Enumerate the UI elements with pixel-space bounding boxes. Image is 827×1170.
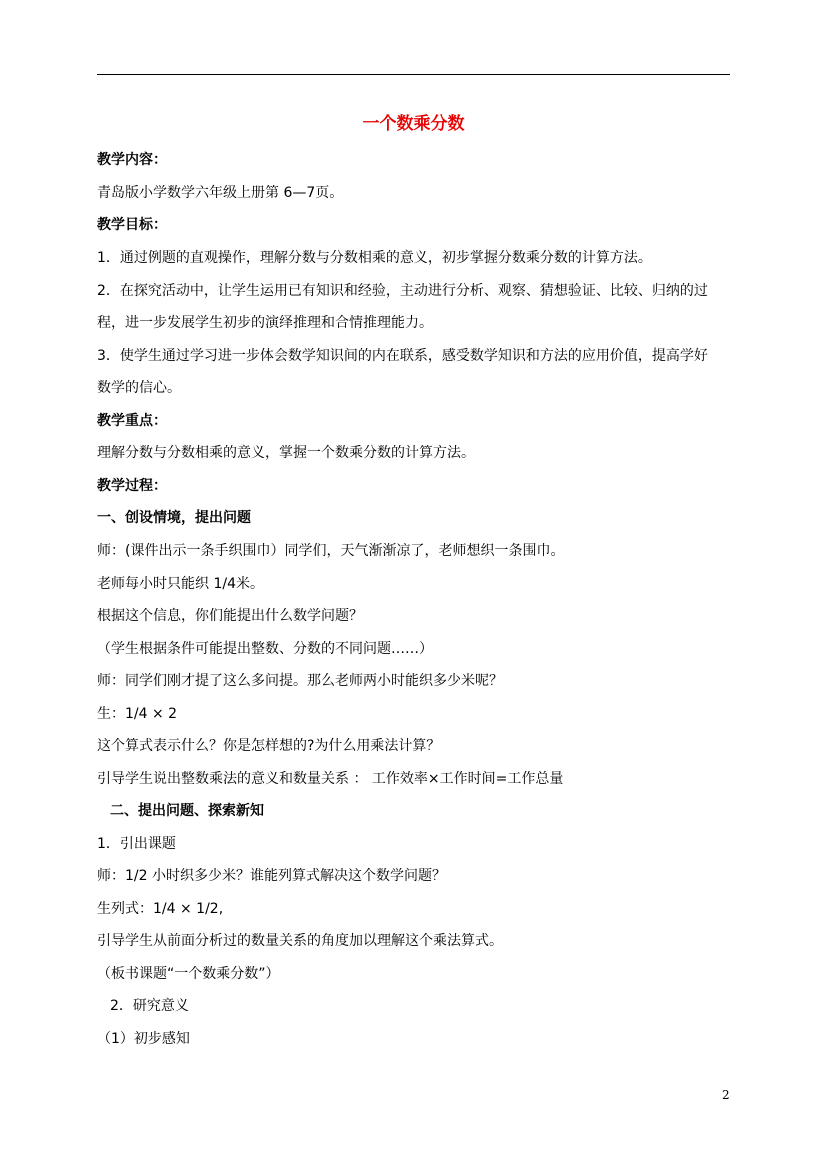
section-heading-2: 二、提出问题、探索新知 xyxy=(110,803,264,819)
paragraph: 生列式：1/4 × 1/2, xyxy=(97,901,224,917)
section-heading-1: 一、创设情境，提出问题 xyxy=(97,510,251,526)
paragraph: 理解分数与分数相乘的意义，掌握一个数乘分数的计算方法。 xyxy=(97,445,475,461)
heading-objectives: 教学目标： xyxy=(97,217,167,233)
paragraph: 老师每小时只能织 1/4米。 xyxy=(97,576,264,592)
paragraph: 师：1/2 小时织多少米？谁能列算式解决这个数学问题？ xyxy=(97,868,446,884)
header-rule xyxy=(97,74,730,75)
paragraph: 生：1/4 × 2 xyxy=(97,706,178,722)
paragraph: 1．引出课题 xyxy=(97,836,176,852)
paragraph: 1．通过例题的直观操作，理解分数与分数相乘的意义，初步掌握分数乘分数的计算方法。 xyxy=(97,250,652,266)
paragraph: 师：(课件出示一条手织围巾）同学们，天气渐渐凉了，老师想织一条围巾。 xyxy=(97,543,565,559)
paragraph: 青岛版小学数学六年级上册第 6—7页。 xyxy=(97,185,344,201)
page-title: 一个数乘分数 xyxy=(362,114,465,134)
paragraph: 程，进一步发展学生初步的演绎推理和合情推理能力。 xyxy=(97,315,433,331)
paragraph: 2．研究意义 xyxy=(110,998,189,1014)
paragraph: 师：同学们刚才提了这么多问提。那么老师两小时能织多少米呢？ xyxy=(97,673,503,689)
paragraph: 引导学生从前面分析过的数量关系的角度加以理解这个乘法算式。 xyxy=(97,933,503,949)
heading-keypoints: 教学重点： xyxy=(97,413,167,429)
paragraph: 数学的信心。 xyxy=(97,380,181,396)
paragraph: 这个算式表示什么？你是怎样想的?为什么用乘法计算？ xyxy=(97,738,441,754)
paragraph: 根据这个信息，你们能提出什么数学问题？ xyxy=(97,608,363,624)
paragraph: 引导学生说出整数乘法的意义和数量关系 ： 工作效率×工作时间=工作总量 xyxy=(97,771,564,787)
heading-content: 教学内容： xyxy=(97,152,167,168)
paragraph: 2．在探究活动中，让学生运用已有知识和经验，主动进行分析、观察、猜想验证、比较、归纳的过 xyxy=(97,283,708,299)
paragraph: （板书课题“一个数乘分数”） xyxy=(97,966,280,982)
paragraph: 3．使学生通过学习进一步体会数学知识间的内在联系，感受数学知识和方法的应用价值，提高学好 xyxy=(97,348,708,364)
paragraph: （学生根据条件可能提出整数、分数的不同问题……） xyxy=(97,641,433,657)
heading-process: 教学过程： xyxy=(97,478,167,494)
paragraph: （1）初步感知 xyxy=(97,1031,190,1047)
page-number: 2 xyxy=(722,1088,730,1102)
